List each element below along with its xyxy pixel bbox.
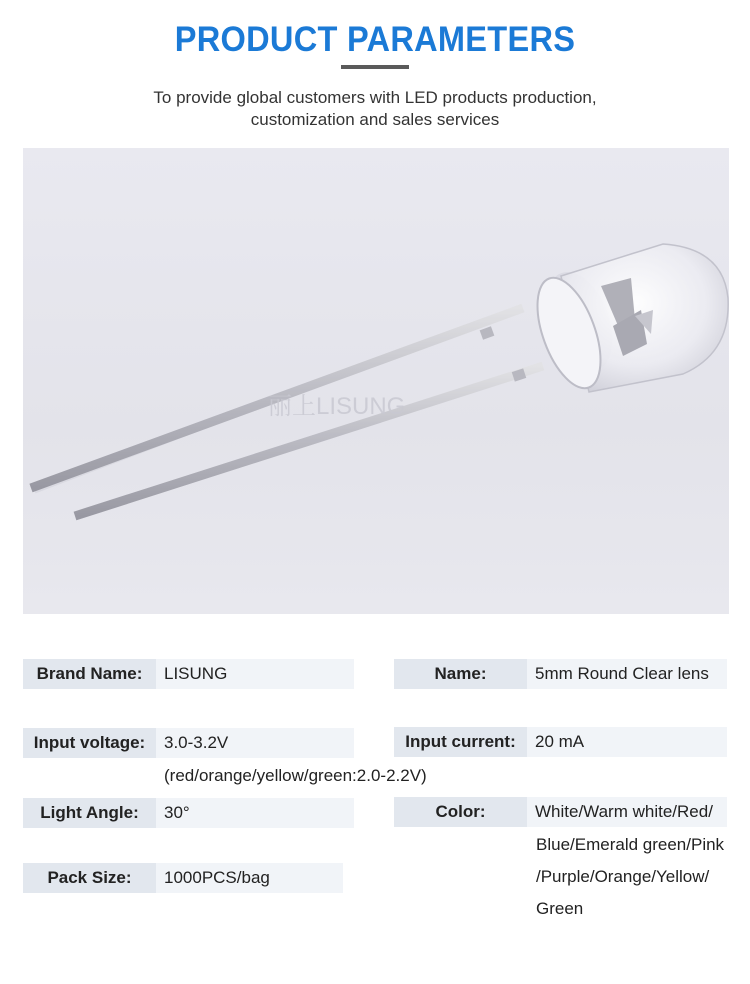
- input-voltage-value: 3.0-3.2V: [156, 728, 354, 758]
- light-angle-label: Light Angle:: [23, 798, 156, 828]
- color-value-line-1: White/Warm white/Red/: [527, 797, 727, 827]
- brand-name-value: LISUNG: [156, 659, 354, 689]
- brand-name-label: Brand Name:: [23, 659, 156, 689]
- subtitle-line-2: customization and sales services: [250, 110, 500, 129]
- page-subtitle: [0, 87, 750, 131]
- pack-size-label: Pack Size:: [23, 863, 156, 893]
- page-title: PRODUCT PARAMETERS: [174, 20, 576, 59]
- light-angle-value: 30°: [156, 798, 354, 828]
- subtitle-line-1: To provide global customers with LED products production,: [153, 88, 597, 107]
- input-voltage-label: Input voltage:: [23, 728, 156, 758]
- color-value-line-3: /Purple/Orange/Yellow/: [536, 867, 710, 886]
- title-underline: [341, 65, 409, 69]
- product-name-value: 5mm Round Clear lens: [527, 659, 727, 689]
- input-current-label: Input current:: [394, 727, 527, 757]
- watermark-text: 丽上LISUNG: [268, 393, 406, 420]
- pack-size-value: 1000PCS/bag: [156, 863, 343, 893]
- led-lens: [525, 244, 728, 396]
- input-current-value: 20 mA: [527, 727, 727, 757]
- product-photo: [23, 148, 729, 614]
- led-illustration: [23, 148, 729, 614]
- color-value-line-2: Blue/Emerald green/Pink: [536, 835, 725, 854]
- input-voltage-note: (red/orange/yellow/green:2.0-2.2V): [164, 766, 427, 785]
- color-value-line-4: Green: [536, 899, 584, 918]
- color-label: Color:: [394, 797, 527, 827]
- product-name-label: Name:: [394, 659, 527, 689]
